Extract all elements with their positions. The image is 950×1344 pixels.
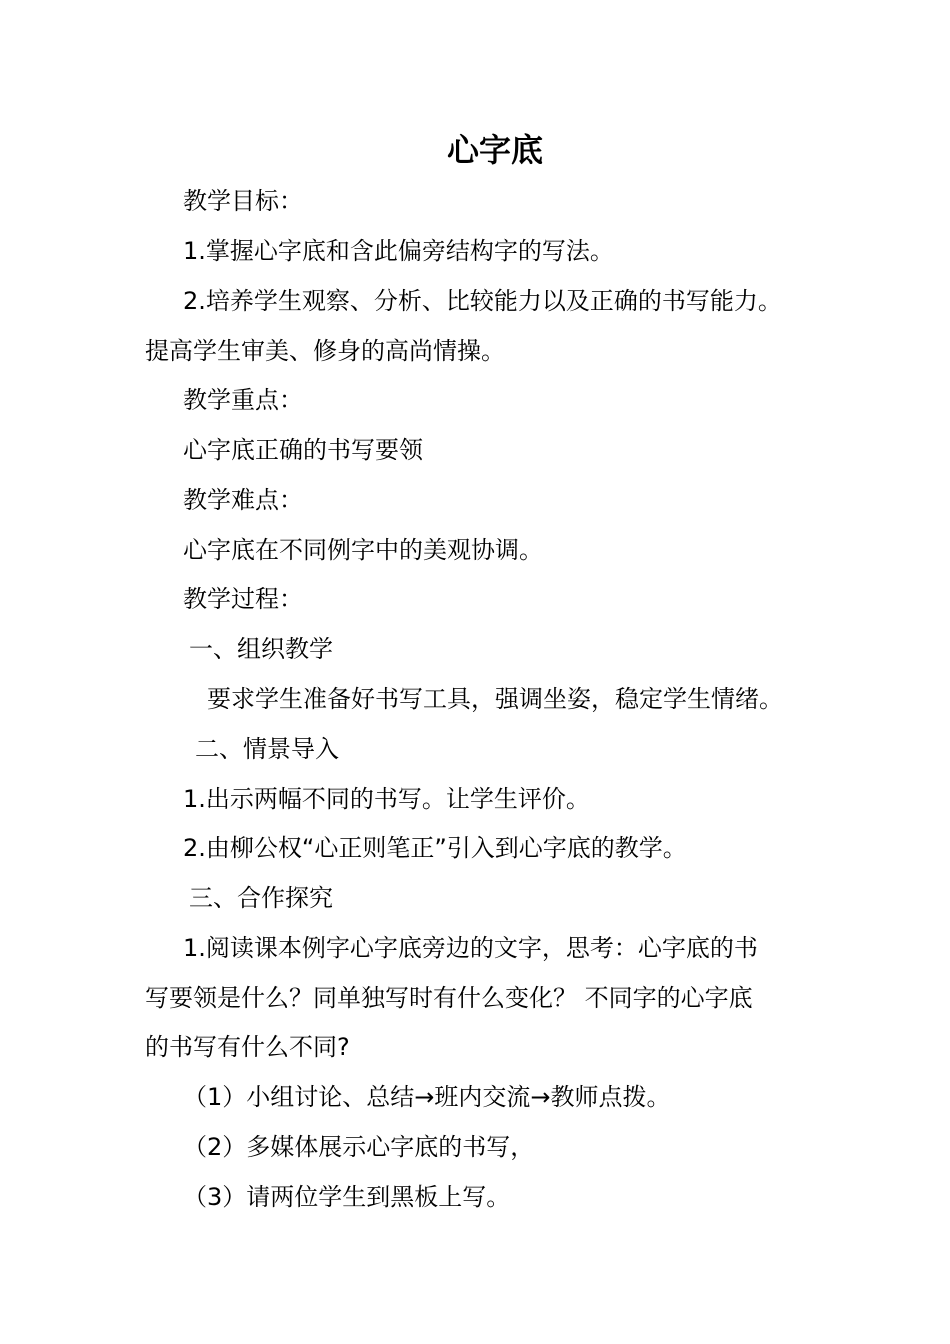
paragraph-line: 提高学生审美、修身的高尚情操。: [145, 337, 505, 365]
paragraph-line: 2.由柳公权“心正则笔正”引入到心字底的教学。: [183, 834, 687, 862]
paragraph-line: 心字底在不同例字中的美观协调。: [183, 536, 543, 564]
subsection-heading: 二、情景导入: [195, 735, 339, 763]
section-heading-key-points: 教学重点：: [183, 386, 303, 414]
paragraph-line: 1.掌握心字底和含此偏旁结构字的写法。: [183, 237, 614, 265]
list-item: （2）多媒体展示心字底的书写，: [183, 1133, 535, 1161]
list-item: （1）小组讨论、总结→班内交流→教师点拨。: [183, 1083, 671, 1111]
section-heading-objectives: 教学目标：: [183, 187, 303, 215]
paragraph-line: 2.培养学生观察、分析、比较能力以及正确的书写能力。: [183, 287, 782, 315]
subsection-heading: 三、合作探究: [189, 884, 333, 912]
paragraph-line: 要求学生准备好书写工具，强调坐姿，稳定学生情绪。: [207, 685, 783, 713]
paragraph-line: 1.出示两幅不同的书写。让学生评价。: [183, 785, 590, 813]
list-item: （3）请两位学生到黑板上写。: [183, 1183, 511, 1211]
paragraph-line: 心字底正确的书写要领: [183, 436, 423, 464]
paragraph-line: 写要领是什么？同单独写时有什么变化？ 不同字的心字底: [145, 984, 753, 1012]
paragraph-line: 1.阅读课本例字心字底旁边的文字，思考：心字底的书: [183, 934, 758, 962]
subsection-heading: 一、组织教学: [189, 635, 333, 663]
document-title: 心字底: [446, 131, 543, 169]
section-heading-process: 教学过程：: [183, 585, 303, 613]
section-heading-difficulties: 教学难点：: [183, 486, 303, 514]
paragraph-line: 的书写有什么不同?: [145, 1033, 350, 1061]
